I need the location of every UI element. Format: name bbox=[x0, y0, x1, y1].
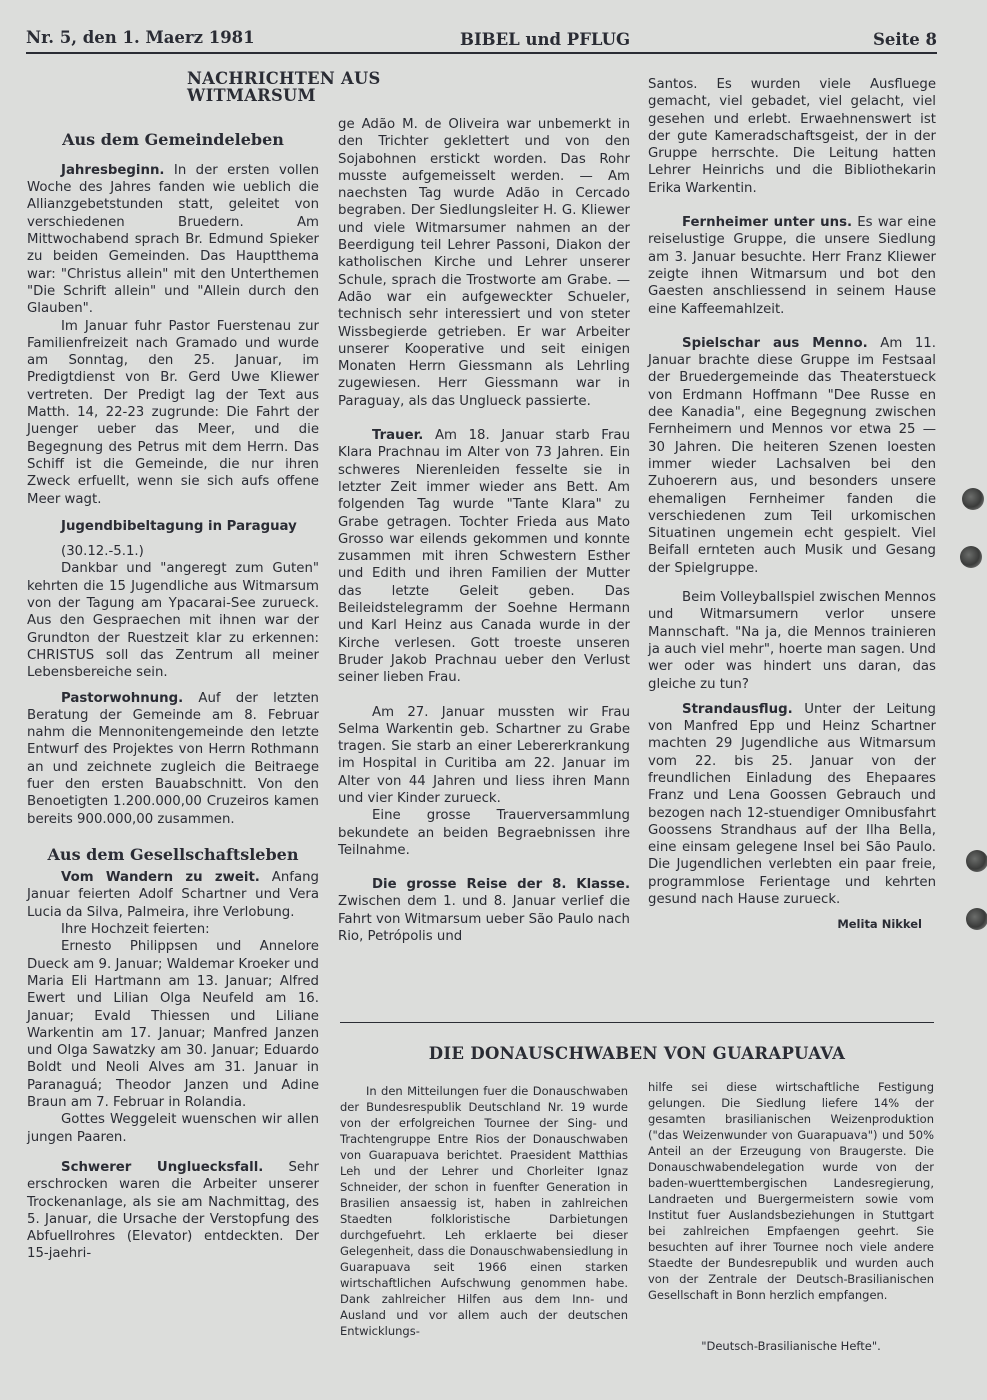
article-lead: Vom Wandern zu zweit. bbox=[61, 870, 260, 886]
article-text: Sehr erschrocken waren die Arbeiter unserer Trockenanlage, als sie am Nachmittag, des 5. Januar, die Ursache der Verstopfung des Abfuellrohres (Elevator) entdeckten. Der 15-jaehri- bbox=[27, 1159, 319, 1262]
article-lead: Trauer. bbox=[372, 428, 424, 444]
page-header bbox=[26, 28, 937, 54]
article-lead: Spielschar aus Menno. bbox=[682, 335, 868, 351]
article-reise bbox=[338, 876, 630, 945]
article-lead: Schwerer Ungluecksfall. bbox=[61, 1159, 264, 1175]
page-number: Seite 8 bbox=[872, 30, 937, 49]
article-unfall-cont: ge Adão M. de Oliveira war unbemerkt in den Trichter geklettert und von den Sojabohnen erstickt worden. Das Rohr musste aufgemeisselt werden. — Am naechsten Tag wurde Adão in Cercado begraben. Der Siedlungsleiter H. G. Kliewer und viele Witmarsumer nahmen an der Beerdigung teil Lehrer Passoni, Diakon der katholischen Kirche und Lehrer unserer Schule, sprach die Trostworte am Grabe. — Adão war ein aufgeweckter Schueler, technisch sehr interessiert und von steter Wissbegierde getrieben. Er war Arbeiter unserer Kooperative und seit einigen Monaten Herrn Giessmann als Lehrling zugewiesen. Herr Giessmann war in Paraguay, als das Unglueck passierte. bbox=[338, 117, 630, 409]
article-lead: Jahresbeginn. bbox=[61, 162, 165, 178]
column-2 bbox=[338, 116, 630, 945]
article-jugend: Dankbar und "angeregt zum Guten" kehrten die 15 Jugendliche aus Witmarsum von der Tagung am Ypacarai-See zurueck. Aus den Gespraechen mit ihnen war der Grundton der Ruestzeit klar zu erkennen: CHRISTUS soll das Zentrum all meiner Lebensbereiche sein. bbox=[27, 561, 319, 681]
article-lead: Pastorwohnung. bbox=[61, 690, 184, 706]
hochzeit-intro: Ihre Hochzeit feierten: bbox=[61, 922, 210, 938]
article-selma: Am 27. Januar mussten wir Frau Selma Warkentin geb. Schartner zu Grabe tragen. Sie starb an einer Lebererkrankung im Hospital in Curitiba am 22. Januar im Alter von 44 Jahren und liess ihren Mann und vier Kinder zurueck. bbox=[338, 704, 630, 806]
jugend-date: (30.12.-5.1.) bbox=[61, 544, 144, 560]
article-segen: Gottes Weggeleit wuenschen wir allen jungen Paaren. bbox=[27, 1112, 319, 1145]
donau-source: "Deutsch-Brasilianische Hefte". bbox=[701, 1339, 881, 1353]
section-title: NACHRICHTEN AUS WITMARSUM bbox=[187, 69, 381, 106]
donau-text-right: hilfe sei diese wirtschaftliche Festigung gelungen. Die Siedlung liefere 14% der gesamten brasilianischen Weizenproduktion ("das Weizenwunder von Guarapuava") und 50% Anteil an der Erzeugung von Braugerste. Die Donauschwabendelegation wurde von der baden-wuerttembergischen Landesregierung, Landraeten und Buergermeistern sowie vom Institut fuer Auslandsbeziehungen in Stuttgart bei zahlreichen Empfaengen geehrt. Sie besuchten auf ihrer Tournee noch viele andere Staedte der Bundesrepublik und wurden auch von der Zentrale der Deutsch-Brasilianischen Gesellschaft in Bonn herzlich empfangen. bbox=[648, 1080, 934, 1302]
subtitle-gesellschaftsleben: Aus dem Gesellschaftsleben bbox=[47, 844, 299, 864]
article-reise-cont: Santos. Es wurden viele Ausfluege gemacht, viel gebadet, viel gelacht, viel gesehen und erlebt. Erwaehnenswert ist der gute Kameradschaftsgeist, der in der Gruppe herrschte. Die Leitung hatten Lehrer Heinrichs und die Bibliothekarin Erika Warkentin. bbox=[648, 77, 936, 196]
article-hochzeit: Ernesto Philippsen und Annelore Dueck am 9. Januar; Waldemar Kroeker und Maria Eli Hartmann am 13. Januar; Alfred Ewert und Lilian Olga Neufeld am 16. Januar; Evald Thiessen und Liliane Warkentin am 17. Januar; Manfred Janzen und Olga Sawatzky am 30. Januar; Eduardo Boldt und Neoli Alves am 31. Januar in Paranaguá; Theodor Janzen und Adine Braun am 7. Februar in Rolandia. bbox=[27, 939, 319, 1111]
article-text: In der ersten vollen Woche des Jahres fanden wie ueblich die Allianzgebetstunden statt, geleitet von verschiedenen Bruedern. Am Mittwochabend sprach Br. Edmund Spieker zu beiden Gemeinden. Das Hauptthema war: "Christus allein" mit den Unterthemen "Die Schrift allein" und "Allein durch den Glauben". bbox=[27, 162, 319, 317]
article-trauer bbox=[338, 427, 630, 686]
article-text: Es war eine reiselustige Gruppe, die unsere Siedlung am 3. Januar besuchte. Herr Franz Kliewer zeigte ihnen Witmarsum und bot den Gaesten anschliessend in seinem Hause eine Kaffeemahlzeit. bbox=[648, 215, 936, 317]
donau-text-left: In den Mitteilungen fuer die Donauschwaben der Bundesrespublik Deutschland Nr. 19 wurde von der erfolgreichen Tournee der Sing- und Trachtengruppe Entre Rios der Donauschwaben von Guarapuava berichtet. Praesident Matthias Leh und der Lehrer und Chorleiter Ignaz Schneider, der schon in fuenfter Generation in Brasilien ansaessig ist, haben in zahlreichen Staedten folkloristische Darbietungen durchgefuehrt. Leh erklaerte bei dieser Gelegenheit, dass die Donauschwabensiedlung in Guarapuava seit 1966 einen starken wirtschaftlichen Aufschwung genommen habe. Dank zahlreicher Hilfen aus dem Inn- und Ausland und vor allem auch der deutschen Entwicklungs- bbox=[340, 1084, 628, 1338]
article-unfall bbox=[27, 1159, 319, 1263]
article-text: Unter der Leitung von Manfred Epp und Heinz Schartner machten 29 Jugendliche aus Witmarsum vom 22. bis 25. Januar von der freundlichen Einladung des Ehepaares Franz und Lena Goossen Gebrauch und bezogen nach 12-stuendiger Omnibusfahrt Goossens Strandhaus auf der Ilha Bella, eine einsam gelegene Insel bei São Paulo. Die Jugendlichen verlebten ein paar freie, programmlose Ferientage und kehrten gesund nach Hause zurueck. bbox=[648, 701, 936, 908]
article-januar: Im Januar fuhr Pastor Fuerstenau zur Familienfreizeit nach Gramado und wurde am Sonntag, den 25. Januar, im Predigtdienst von Br. Gerd Uwe Kliewer vertreten. Der Predigt lag der Text aus Matth. 14, 22-23 zugrunde: Die Fahrt der Juenger ueber das Meer, und die Begegnung des Petrus mit dem Herrn. Das Schiff ist die Gemeinde, die nur ihren Zweck erfuellt, wenn sie sich aufs offene Meer wagt. bbox=[27, 318, 319, 507]
article-volleyball: Beim Volleyballspiel zwischen Mennos und Witmarsumern verlor unsere Mannschaft. "Na ja, die Mennos trainieren ja auch viel mehr", hoerte man sagen. Und wer oder was hindert uns daran, das gleiche zu tun? bbox=[648, 590, 936, 692]
article-text: Anfang Januar feierten Adolf Schartner und Vera Lucia da Silva, Palmeira, ihre Verlobung. bbox=[27, 870, 319, 920]
punch-hole-icon bbox=[966, 850, 987, 872]
punch-hole-icon bbox=[966, 908, 987, 930]
article-lead: Strandausflug. bbox=[682, 701, 793, 717]
issue-info: Nr. 5, den 1. Maerz 1981 bbox=[26, 28, 255, 47]
heading-jugendbibeltagung bbox=[27, 518, 319, 535]
heading-text: Jugendbibeltagung in Paraguay bbox=[61, 518, 297, 534]
section-divider bbox=[340, 1022, 934, 1023]
article-strandausflug bbox=[648, 701, 936, 909]
donau-title: DIE DONAUSCHWABEN VON GUARAPUAVA bbox=[428, 1044, 846, 1063]
article-spielschar bbox=[648, 335, 936, 577]
article-text: Auf der letzten Beratung der Gemeinde am 8. Februar nahm die Mennonitengemeinde den letzte Entwurf des Projektes von Herrn Rothmann an und zeichnete zugleich die Beitraege fuer den ersten Bauabschnitt. Von den Benoetigten 1.200.000,00 Cruzeiros kamen bereits 900.000,00 zusammen. bbox=[27, 690, 319, 827]
article-pastorwohnung bbox=[27, 690, 319, 828]
article-jahresbeginn bbox=[27, 162, 319, 318]
author-signature: Melita Nikkel bbox=[837, 917, 922, 932]
article-trauerversammlung: Eine grosse Trauerversammlung bekundete an beiden Begraebnissen ihre Teilnahme. bbox=[338, 808, 630, 858]
donau-column-right bbox=[648, 1079, 934, 1303]
subtitle-gemeindeleben: Aus dem Gemeindeleben bbox=[62, 129, 284, 149]
article-wandern bbox=[27, 869, 319, 921]
article-fernheimer bbox=[648, 214, 936, 318]
column-3 bbox=[648, 76, 936, 934]
article-text: Am 18. Januar starb Frau Klara Prachnau im Alter von 73 Jahren. Ein schweres Nierenleiden fesselte sie in letzter Zeit immer wieder ans Bett. Am folgenden Tag wurde "Tante Klara" zu Grabe getragen. Tochter Frieda aus Mato Grosso war eilends gekommen und konnte zusammen mit ihren Schwestern Esther und Edith und ihren Familien der Mutter das letzte Geleit geben. Das Beileidstelegramm der Soehne Hermann und Karl Heinz aus Canada wurde in der Kirche verlesen. Gott troeste unseren Bruder Jakob Prachnau ueber den Verlust seiner lieben Frau. bbox=[338, 428, 630, 686]
donau-column-left bbox=[340, 1083, 628, 1339]
article-lead: Die grosse Reise der 8. Klasse. bbox=[372, 877, 630, 893]
article-lead: Fernheimer unter uns. bbox=[682, 215, 853, 231]
article-text: Zwischen dem 1. und 8. Januar verlief die Fahrt von Witmarsum ueber São Paulo nach Rio, Petrópolis und bbox=[338, 894, 630, 945]
punch-hole-icon bbox=[960, 546, 982, 568]
punch-hole-icon bbox=[962, 488, 984, 510]
article-text: Am 11. Januar brachte diese Gruppe im Festsaal der Bruedergemeinde das Theaterstueck von Erdmann Hoffmann "Dee Russe en dee Kanadia", eine Begegnung zwischen Fernheimern und Mennos vor etwa 25 — 30 Jahren. Die heiteren Szenen loesten immer wieder Lachsalven bei den Zuhoerern aus, und besonders unsere ehemaligen Fernheimer fanden die verschiedenen zum Teil urkomischen Situatinen ungemein echt gespielt. Viel Beifall ernteten auch Musik und Gesang der Spielgruppe. bbox=[648, 335, 936, 576]
publication-title: BIBEL und PFLUG bbox=[460, 30, 631, 49]
column-1 bbox=[27, 69, 381, 1263]
